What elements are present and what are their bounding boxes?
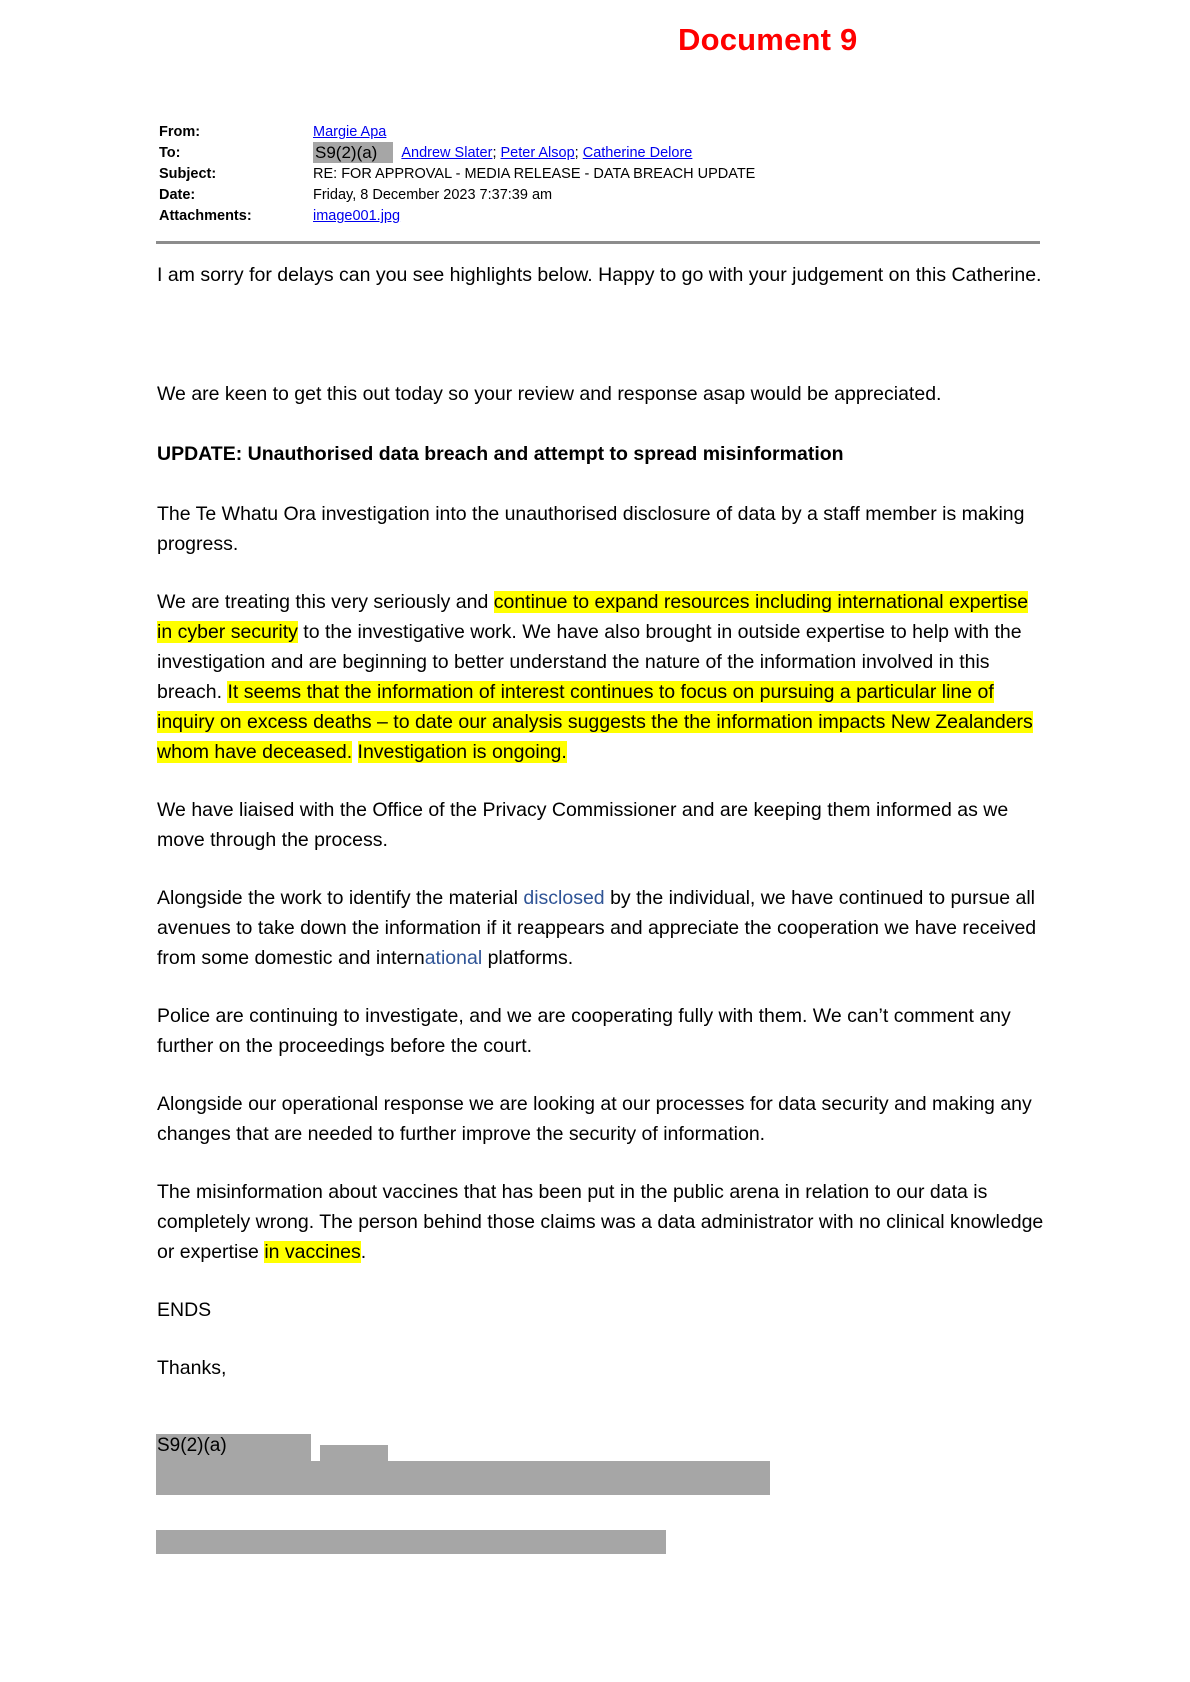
attachments-label: Attachments: (159, 208, 252, 224)
to-redaction: S9(2)(a) (313, 142, 393, 163)
from-link[interactable]: Margie Apa (313, 124, 387, 140)
from-row (159, 124, 1039, 145)
from-label: From: (159, 124, 201, 140)
takedown-text-2: by the individual, we have continued to pursue all avenues to take down the information if it reappears and appreciate the cooperation we have received from some domestic and intern (157, 887, 1037, 969)
treatment-gap (352, 741, 357, 763)
highlight-excess-deaths: It seems that the information of interest continues to focus on pursuing a particular line of inquiry on excess deaths – to date our analysis suggests the the information impacts New Zealanders whom have deceased. (157, 681, 1033, 763)
takedown-disclosed: disclosed (523, 887, 605, 909)
security-paragraph: Alongside our operational response we are looking at our processes for data security and making any changes that are needed to further improve the security of information. (157, 1093, 1032, 1145)
treatment-paragraph (157, 587, 1047, 767)
takedown-text-1: Alongside the work to identify the material (157, 887, 524, 909)
treatment-text-2: to the investigative work. We have also brought in outside expertise to help with the investigation and are beginning to better understand the nature of the information involved in this breach. (157, 621, 1022, 703)
privacy-paragraph: We have liaised with the Office of the Privacy Commissioner and are keeping them informed as we move through the process. (157, 799, 1009, 851)
date-value: Friday, 8 December 2023 7:37:39 am (313, 187, 553, 203)
email-header (159, 124, 1039, 229)
subject-label: Subject: (159, 166, 217, 182)
request-paragraph: We are keen to get this out today so your review and response asap would be appreciated. (157, 383, 942, 405)
highlight-expertise: continue to expand resources including international expertise in cyber security (157, 591, 1029, 643)
redaction-box (156, 1461, 770, 1495)
release-heading: UPDATE: Unauthorised data breach and attempt to spread misinformation (157, 443, 844, 465)
header-divider (156, 241, 1040, 244)
highlight-vaccines: in vaccines (264, 1241, 361, 1263)
date-label: Date: (159, 187, 196, 203)
recipient-link-catherine-delore[interactable]: Catherine Delore (582, 145, 693, 161)
takedown-ational: ational (424, 947, 483, 969)
attachments-row (159, 208, 1039, 229)
thanks-text: Thanks, (157, 1357, 227, 1379)
misinformation-end: . (360, 1241, 367, 1263)
email-body (157, 260, 1047, 1383)
to-label: To: (159, 145, 181, 161)
recipient-link-peter-alsop[interactable]: Peter Alsop (500, 145, 575, 161)
misinformation-paragraph (157, 1177, 1047, 1267)
date-row (159, 187, 1039, 208)
subject-value: RE: FOR APPROVAL - MEDIA RELEASE - DATA BREACH UPDATE (313, 166, 756, 182)
redaction-box (156, 1530, 666, 1554)
attachment-link[interactable]: image001.jpg (313, 208, 401, 224)
to-row (159, 145, 1039, 166)
misinformation-text: The misinformation about vaccines that has been put in the public arena in relation to our data is completely wrong. The person behind those claims was a data administrator with no clinical knowledge or expertise (157, 1181, 1044, 1263)
highlight-ongoing: Investigation is ongoing. (357, 741, 567, 763)
police-paragraph: Police are continuing to investigate, and we are cooperating fully with them. We can’t comment any further on the proceedings before the court. (157, 1005, 1011, 1057)
takedown-paragraph (157, 883, 1047, 973)
ends-text: ENDS (157, 1299, 212, 1321)
signature-redaction: S9(2)(a) (156, 1434, 311, 1461)
recipient-link-andrew-slater[interactable]: Andrew Slater (401, 145, 493, 161)
subject-row (159, 166, 1039, 187)
treatment-text-1: We are treating this very seriously and (157, 591, 494, 613)
investigation-paragraph: The Te Whatu Ora investigation into the unauthorised disclosure of data by a staff member is making progress. (157, 503, 1025, 555)
intro-paragraph: I am sorry for delays can you see highlights below. Happy to go with your judgement on this Catherine. (157, 264, 1042, 286)
document-label: Document 9 (678, 22, 858, 57)
recipient-separator: ; (574, 145, 583, 161)
takedown-text-3: platforms. (482, 947, 574, 969)
recipient-separator: ; (492, 145, 501, 161)
